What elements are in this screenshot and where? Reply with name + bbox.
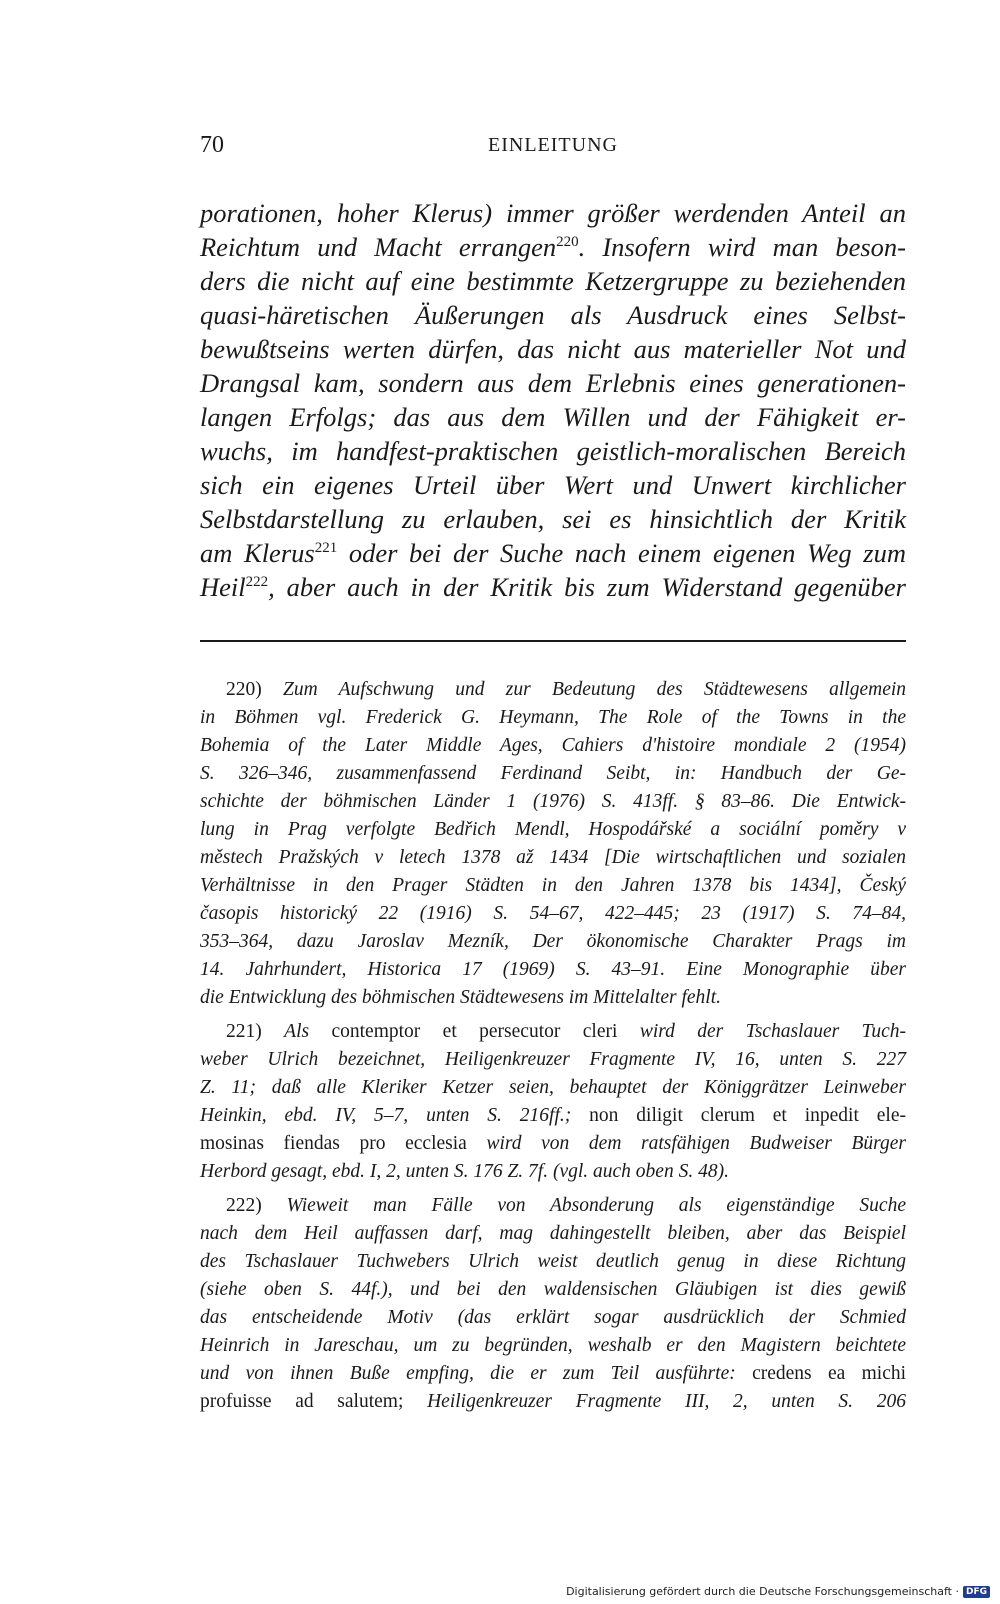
footnote-222: 222) Wieweit man Fälle von Absonderung als eigenständige Suche nach dem Heil auffassen darf, mag dahingestellt bleiben, aber das Beispiel des Tschaslauer Tuchwebers Ulrich weist deutlich genug in diese Richtung (siehe oben S. 44f.), und bei den waldensischen Gläubigen ist dies gewiß das entscheidende Motiv (das erklärt sogar ausdrücklich der Schmied Heinrich in Jareschau, um zu begründen, weshalb er den Magistern beichtete und von ihnen Buße empfing, die er zum Teil ausführte: credens ea michi profuisse ad salutem; Heiligenkreuzer Fragmente III, 2, unten S. 206 [200,1195,907,1412]
main-text [200,196,906,604]
page-number: 70 [200,132,224,158]
text-line: bewußtseins werten dürfen, das nicht aus materieller Not und [200,334,906,364]
text-line: wuchs, im handfest-praktischen geistlich-moralischen Bereich [200,436,906,466]
footnote-divider [200,640,906,642]
digitization-footer [566,1585,990,1598]
text-line: langen Erfolgs; das aus dem Willen und der Fähigkeit er- [200,402,906,432]
text-line: Heil$^{222}$, aber auch in der Kritik bis zum Widerstand gegenüber [200,572,906,602]
footer-text: Digitalisierung gefördert durch die Deutsche Forschungsgemeinschaft · [566,1585,959,1598]
text-line: ders die nicht auf eine bestimmte Ketzergruppe zu beziehenden [200,266,906,296]
running-head: EINLEITUNG [488,134,618,156]
page-header [200,132,906,172]
text-line: porationen, hoher Klerus) immer größer werdenden Anteil an [200,198,906,228]
text-line: sich ein eigenes Urteil über Wert und Unwert kirchlicher [200,470,906,500]
dfg-logo-icon: DFG [963,1586,990,1598]
footnote-ref[interactable]: 222 [245,574,269,590]
text-line: quasi-häretischen Äußerungen als Ausdruck eines Selbst- [200,300,906,330]
text-line: Drangsal kam, sondern aus dem Erlebnis eines generationen- [200,368,906,398]
text-line: am Klerus$^{221}$ oder bei der Suche nach einem eigenen Weg zum [200,538,906,568]
footnotes [200,676,906,1422]
footnote-220: 220) Zum Aufschwung und zur Bedeutung des Städtewesens allgemein in Böhmen vgl. Frederick G. Heymann, The Role of the Towns in the Bohemia of the Later Middle Ages, Cahiers d'histoire mondiale 2 (1954) S. 326–346, zusammenfassend Ferdinand Seibt, in: Handbuch der Ge- schichte der böhmischen Länder 1 (1976) S. 413ff. § 83–86. Die Entwick- lung in Prag verfolgte Bedřich Mendl, Hospodářské a sociální poměry v městech Pražských v letech 1378 až 1434 [Die wirtschaftlichen und sozialen Verhältnisse in den Prager Städten in den Jahren 1378 bis 1434], Český časopis historický 22 (1916) S. 54–67, 422–445; 23 (1917) S. 74–84, 353–364, dazu Jaroslav Mezník, Der ökonomische Charakter Prags im 14. Jahrhundert, Historica 17 (1969) S. 43–91. Eine Monographie über die Entwicklung des böhmischen Städtewesens im Mittelalter fehlt. [200,679,907,1008]
footnote-ref[interactable]: 221 [314,540,338,556]
text-line: Selbstdarstellung zu erlauben, sei es hinsichtlich der Kritik [200,504,906,534]
footnote-221: 221) Als contemptor et persecutor cleri wird der Tschaslauer Tuch- weber Ulrich bezeichnet, Heiligenkreuzer Fragmente IV, 16, unten S. 227 Z. 11; daß alle Kleriker Ketzer seien, behauptet der Königgrätzer Leinweber Heinkin, ebd. IV, 5–7, unten S. 216ff.; non diligit clerum et inpedit ele- mosinas fiendas pro ecclesia wird von dem ratsfähigen Budweiser Bürger Herbord gesagt, ebd. I, 2, unten S. 176 Z. 7f. (vgl. auch oben S. 48). [200,1021,907,1182]
footnote-ref[interactable]: 220 [556,234,579,250]
text-line: Reichtum und Macht errangen$^{220}$. Insofern wird man beson- [200,232,906,262]
